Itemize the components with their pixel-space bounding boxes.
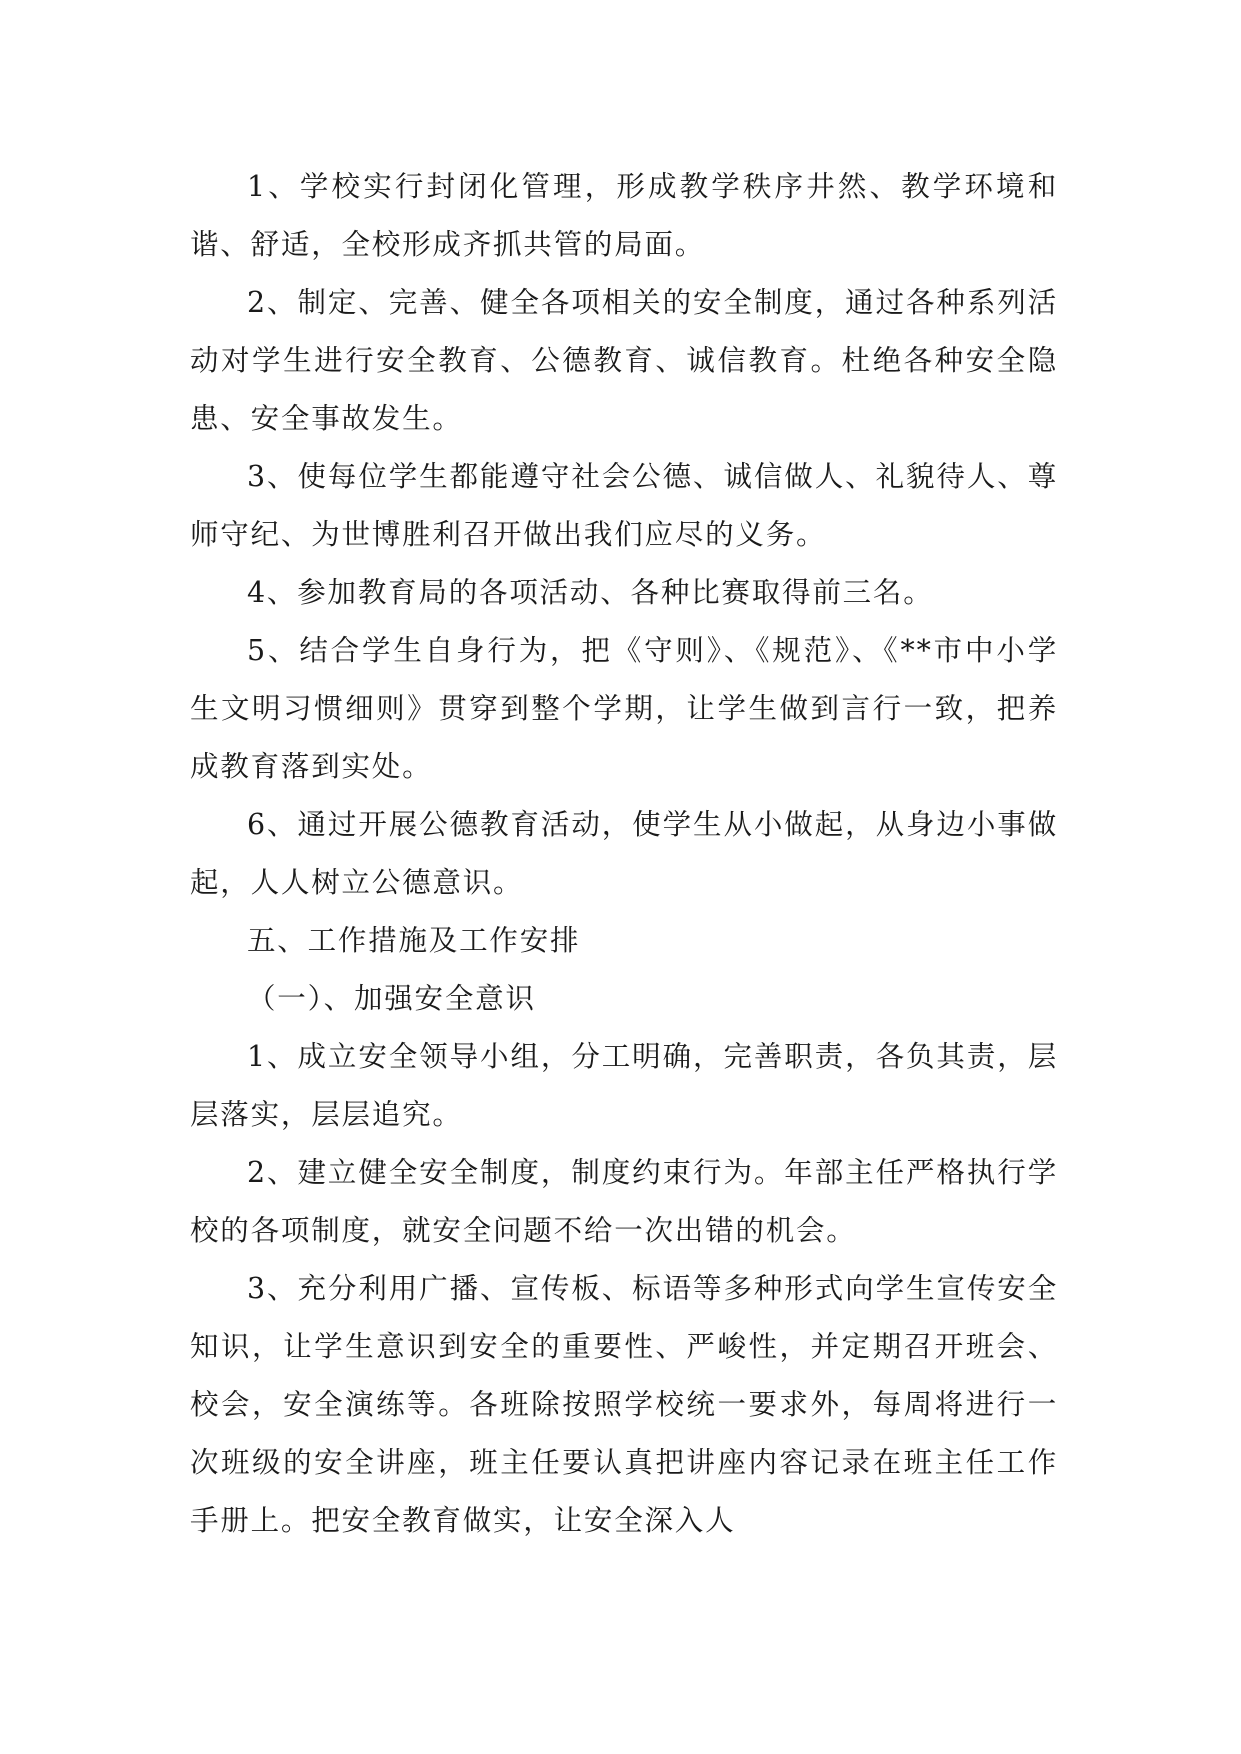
- paragraph-goal-1: 1、学校实行封闭化管理，形成教学秩序井然、教学环境和谐、舒适，全校形成齐抓共管的局面。: [190, 170, 1058, 261]
- document-body: [190, 158, 1058, 1550]
- paragraph-measure-1: 1、成立安全领导小组，分工明确，完善职责，各负其责，层层落实，层层追究。: [190, 1040, 1058, 1131]
- paragraph-goal-5: 5、结合学生自身行为，把《守则》、《规范》、《**市中小学生文明习惯细则》贯穿到整个学期，让学生做到言行一致，把养成教育落到实处。: [190, 634, 1058, 783]
- subsection-heading-safety: （一）、加强安全意识: [247, 982, 536, 1015]
- section-heading-measures: 五、工作措施及工作安排: [247, 924, 581, 957]
- paragraph-goal-2: 2、制定、完善、健全各项相关的安全制度，通过各种系列活动对学生进行安全教育、公德教育、诚信教育。杜绝各种安全隐患、安全事故发生。: [190, 286, 1058, 435]
- paragraph-measure-3: 3、充分利用广播、宣传板、标语等多种形式向学生宣传安全知识，让学生意识到安全的重要性、严峻性，并定期召开班会、校会，安全演练等。各班除按照学校统一要求外，每周将进行一次班级的安全讲座，班主任要认真把讲座内容记录在班主任工作手册上。把安全教育做实，让安全深入人: [190, 1272, 1058, 1537]
- paragraph-goal-3: 3、使每位学生都能遵守社会公德、诚信做人、礼貌待人、尊师守纪、为世博胜利召开做出我们应尽的义务。: [190, 460, 1058, 551]
- paragraph-measure-2: 2、建立健全安全制度，制度约束行为。年部主任严格执行学校的各项制度，就安全问题不给一次出错的机会。: [190, 1156, 1058, 1247]
- paragraph-goal-4: 4、参加教育局的各项活动、各种比赛取得前三名。: [247, 576, 934, 609]
- paragraph-goal-6: 6、通过开展公德教育活动，使学生从小做起，从身边小事做起，人人树立公德意识。: [190, 808, 1058, 899]
